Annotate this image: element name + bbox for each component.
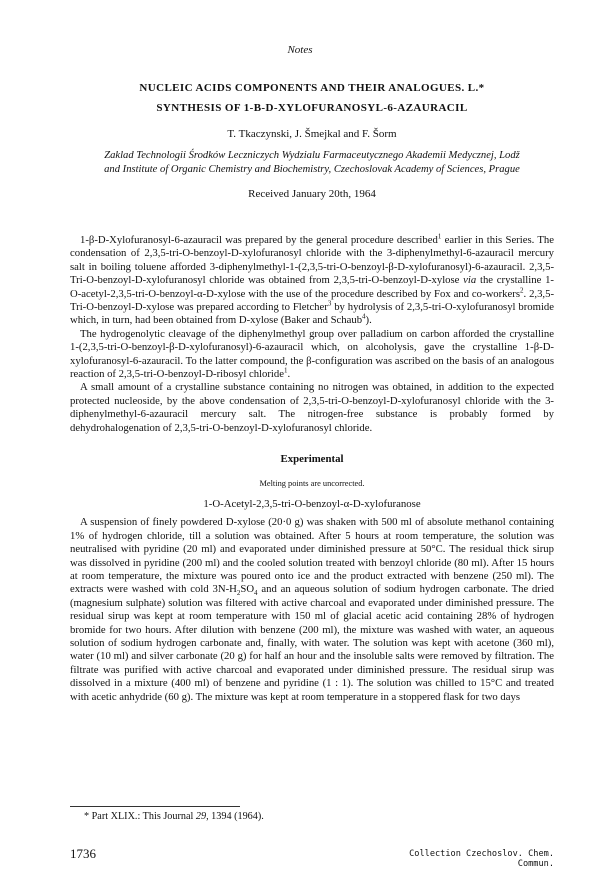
reference-marker: 4 bbox=[362, 312, 366, 321]
compound-subheading: 1-O-Acetyl-2,3,5-tri-O-benzoyl-α-D-xylofuranose bbox=[203, 497, 421, 510]
affiliation-line-2: and Institute of Organic Chemistry and Biochemistry, Czechoslovak Academy of Sciences, Prague bbox=[104, 164, 520, 175]
running-header: Notes bbox=[287, 44, 313, 56]
paragraph-2: The hydrogenolytic cleavage of the diphenylmethyl group over palladium on carbon afforded the crystalline 1-(2,3,5-tri-O-benzoyl-β-D-xylofuranosyl)-6-azauracil which, on alcoholysis, gave the crystalline 1-β-D-xylofuranosyl-6-azauracil. To the latter compound, the β-configuration was ascribed on the basis of an analogous reaction of 2,3,5-tri-O-benzoyl-D-ribosyl chloride$^1$. bbox=[70, 327, 554, 381]
reference-marker: 1 bbox=[437, 232, 442, 241]
received-date: Received January 20th, 1964 bbox=[248, 188, 376, 200]
affiliation bbox=[70, 149, 554, 177]
journal-name: Collection Czechoslov. Chem. Commun. bbox=[409, 849, 554, 869]
affiliation-line-1: Zaklad Technologii Środków Leczniczych Wydzialu Farmaceutycznego Akademii Medycznej, Lodž bbox=[104, 150, 520, 161]
experimental-heading: Experimental bbox=[280, 453, 344, 466]
experimental-paragraph: A suspension of finely powdered D-xylose (20·0 g) was shaken with 500 ml of absolute methanol containing 1% of hydrogen chloride, till a solution was obtained. After 5 hours at room temperature, the solution was neutralised with pyridine (20 ml) and evaporated under diminished pressure at 50°C. The residual thick sirup was dissolved in pyridine (200 ml) and the cooled solution treated with benzoyl chloride (80 ml). After 15 hours at room temperature, the mixture was poured onto ice and the product extracted with benzene (250 ml). The extracts were washed with cold $3N-H_2SO_4$ and an aqueous solution of sodium hydrogen carbonate. The dried (magnesium sulphate) solution was filtered with active charcoal and evaporated under diminished pressure. The residual sirup was kept at room temperature with 150 ml of glacial acetic acid containing 28% of hydrogen bromide for two hours. After dilution with benzene (200 ml), the mixture was washed with water, an aqueous solution of sodium hydrogen carbonate and, finally, with water. The solution was kept with acetone (360 ml), water (10 ml) and silver carbonate (20 g) for half an hour and the insoluble salts were removed by filtration. The filtrate was purified with active charcoal and evaporated under diminished pressure. The residual sirup was dissolved in a mixture (400 ml) of benzene and pyridine (1 : 1). The solution was chilled to 15°C and treated with acetic anhydride (60 g). The mixture was kept at room temperature in a stoppered flask for two days bbox=[70, 516, 555, 703]
page-number: 1736 bbox=[70, 846, 96, 861]
article-title bbox=[70, 78, 554, 118]
paragraph-1: 1-β-D-Xylofuranosyl-6-azauracil was prepared by the general procedure described$^1$ earlier in this Series. The condensation of 2,3,5-tri-O-benzoyl-D-xylofuranosyl chloride with the 3-diphenylmethyl-6-azauracil mercury salt in boiling toluene afforded 3-diphenylmethyl-1-(2,3,5-tri-O-benzoyl-β-D-xylofuranosyl)-6-azauracil. 2,3,5-Tri-O-benzoyl-D-xylofuranosyl chloride was obtained from 2,3,5-tri-O-benzoyl-D-xylose via the crystalline 1-O-acetyl-2,3,5-tri-O-benzoyl-α-D-xylose with the use of the procedure described by Fox and co-workers$^2$. 2,3,5-Tri-O-benzoyl-D-xylose was prepared according to Fletcher$^3$ by hydrolysis of 2,3,5-tri-O-xylofuranosyl bromide which, in turn, had been obtained from D-xylose (Baker and Schaub$^4$). bbox=[70, 232, 555, 327]
reference-marker: 1 bbox=[283, 366, 288, 375]
paragraph-3: A small amount of a crystalline substance containing no nitrogen was obtained, in addition to the expected protected nucleoside, by the above condensation of 2,3,5-tri-O-benzoyl-D-xylofuranosyl chloride with the 3-diphenylmethyl-6-azauracil mercury salt. The nitrogen-free substance is probably formed by dehydrohalogenation of 2,3,5-tri-O-benzoyl-D-xylofuranosyl chloride. bbox=[70, 381, 554, 434]
reference-marker: 3 bbox=[327, 299, 332, 308]
title-line-2: SYNTHESIS OF 1-Β-D-XYLOFURANOSYL-6-AZAURACIL bbox=[156, 102, 468, 114]
footnote: * Part XLIX.: This Journal 29, 1394 (1964). bbox=[84, 811, 264, 822]
reference-marker: 2 bbox=[520, 286, 524, 295]
melting-point-note: Melting points are uncorrected. bbox=[259, 478, 365, 488]
author-list: T. Tkaczynski, J. Šmejkal and F. Šorm bbox=[227, 128, 397, 140]
title-line-1: NUCLEIC ACIDS COMPONENTS AND THEIR ANALOGUES. L.* bbox=[139, 82, 485, 94]
article-body bbox=[70, 234, 554, 704]
footnote-divider bbox=[70, 806, 240, 807]
